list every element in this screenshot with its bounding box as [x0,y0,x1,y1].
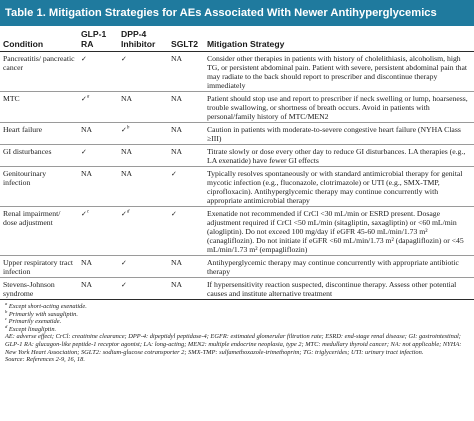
glp1-value: NA [81,169,93,178]
glp1-cell [78,207,118,256]
footnote [5,318,469,326]
footnote-mark: c [5,316,8,322]
strategy-cell: Typically resolves spontaneously or with standard antimicrobial therapy for genital mycotic infection (e.g., fluconazole, clotrimazole) or UTI (e.g., SMX-TMP, ciprofloxacin). Antihyperglycemic therapy may continue concurrently with appropriate antimicrobial therapy [204,167,474,207]
header-row [0,27,474,52]
strategy-cell: Patient should stop use and report to prescriber if neck swelling or lump, hoarseness, trouble swallowing, or shortness of breath occurs. Avoid in patients with personal/family history of MTC/MEN2 [204,92,474,123]
dpp4-value: ✓ [121,55,127,63]
glp1-cell [78,278,118,300]
sglt2-cell: NA [168,256,204,278]
footnote-mark: d [5,323,8,329]
table-title: Table 1. Mitigation Strategies for AEs Associated With Newer Antihyperglycemics [0,0,474,26]
dpp4-footnote-mark: d [126,209,130,215]
table-footnotes [5,300,469,364]
sglt2-cell: NA [168,278,204,300]
sglt2-cell: NA [168,92,204,123]
dpp4-cell [118,278,168,300]
table-row [0,256,474,278]
strategy-cell: Caution in patients with moderate-to-severe congestive heart failure (NYHA Class ≥III) [204,123,474,145]
footnote-text: Primarily with saxagliptin. [8,310,78,318]
strategy-cell: Antihyperglycemic therapy may continue concurrently with appropriate antibiotic therapy [204,256,474,278]
dpp4-cell [118,145,168,167]
table-row [0,52,474,92]
footnote-text: Except short-acting exenatide. [8,303,87,310]
condition-cell: Genitourinary infection [0,167,78,207]
footnote [5,323,469,334]
strategy-cell: Titrate slowly or dose every other day to reduce GI disturbances. LA therapies (e.g., LA exenatide) have fewer GI effects [204,145,474,167]
header-glp1: GLP-1 RA [78,27,118,52]
sglt2-value: ✓ [171,170,177,178]
footnote-text: Primarily exenatide. [8,318,62,326]
condition-cell: Pancreatitis/ pancreatic cancer [0,52,78,92]
dpp4-value: NA [121,169,133,178]
dpp4-cell [118,207,168,256]
glp1-cell [78,52,118,92]
strategy-cell: Exenatide not recommended if CrCl <30 mL/min or ESRD present. Dosage adjustment required if CrCl <50 mL/min (sitagliptin, saxagliptin) or <60 mL/min (alogliptin). Do not exceed 100 mg/day if eGFR 45-60 mL/min/1.73 m² (canagliflozin). Do not initiate if eGFR <60 mL/min/1.73 m² (dapagliflozin) or <45 mL/min/1.73 m² (empagliflozin) [204,207,474,256]
sglt2-cell: NA [168,145,204,167]
table-row [0,278,474,300]
sglt2-cell [168,207,204,256]
sglt2-cell: NA [168,123,204,145]
sglt2-value: ✓ [171,210,177,218]
glp1-value: ✓ [81,148,87,156]
footnote-mark: b [5,308,8,314]
glp1-cell [78,256,118,278]
condition-cell: GI disturbances [0,145,78,167]
dpp4-value: ✓ [121,210,127,218]
source-note: Source: References 2-9, 16, 18. [5,356,85,364]
condition-cell: Renal impairment/ dose adjustment [0,207,78,256]
footnote-text: Except linagliptin. [8,325,57,333]
strategy-cell: If hypersensitivity reaction suspected, discontinue therapy. Assess other potential causes and institute alternative treatment [204,278,474,300]
glp1-value: ✓ [81,55,87,63]
table-row [0,123,474,145]
dpp4-cell [118,92,168,123]
header-sglt2: SGLT2 [168,27,204,52]
condition-cell: Upper respiratory tract infection [0,256,78,278]
strategy-cell: Consider other therapies in patients with history of cholelithiasis, alcoholism, high TG, or persistent abdominal pain. Patient with severe, persistent abdominal pain that may radiate to the back should report to prescriber and discontinue therapy immediately [204,52,474,92]
glp1-cell [78,92,118,123]
dpp4-cell [118,167,168,207]
glp1-value: ✓ [81,95,87,103]
header-condition: Condition [0,27,78,52]
glp1-footnote-mark: a [86,94,90,100]
sglt2-cell: NA [168,52,204,92]
header-strategy: Mitigation Strategy [204,27,474,52]
dpp4-cell [118,52,168,92]
footnote-mark: a [5,300,8,306]
table-row [0,207,474,256]
abbreviations-note: AE: adverse effect; CrCl: creatinine clearance; DPP-4: dipeptidyl peptidase-4; EGFR: estimated glomerular filtration rate; ESRD: end-stage renal disease; GI: gastrointestinal; GLP-1 RA: glucagon-like peptide-1 receptor agonist; LA: long-acting; MEN2: multiple endocrine neoplasia, type 2; MTC: medullary thyroid cancer; NA: not applicable; NYHA: New York Heart Association; SGLT2: sodium-glucose cotransporter 2; SMX-TMP: sulfamethoxazole-trimethoprim; TG: triglycerides; UTI: urinary tract infection. [5,333,462,356]
dpp4-footnote-mark: b [126,125,130,131]
table-row [0,145,474,167]
glp1-value: NA [81,125,93,134]
glp1-value: NA [81,258,93,267]
mitigation-table [0,27,474,300]
glp1-cell [78,123,118,145]
glp1-footnote-mark: c [86,209,90,215]
glp1-value: NA [81,280,93,289]
dpp4-value: ✓ [121,259,127,267]
dpp4-cell [118,123,168,145]
glp1-cell [78,145,118,167]
dpp4-value: NA [121,147,133,156]
condition-cell: Stevens-Johnson syndrome [0,278,78,300]
dpp4-value: ✓ [121,281,127,289]
dpp4-cell [118,256,168,278]
dpp4-value: NA [121,94,133,103]
glp1-value: ✓ [81,210,87,218]
dpp4-value: ✓ [121,126,127,134]
header-dpp4: DPP-4 Inhibitor [118,27,168,52]
table-row [0,167,474,207]
condition-cell: MTC [0,92,78,123]
condition-cell: Heart failure [0,123,78,145]
sglt2-cell [168,167,204,207]
glp1-cell [78,167,118,207]
table-row [0,92,474,123]
